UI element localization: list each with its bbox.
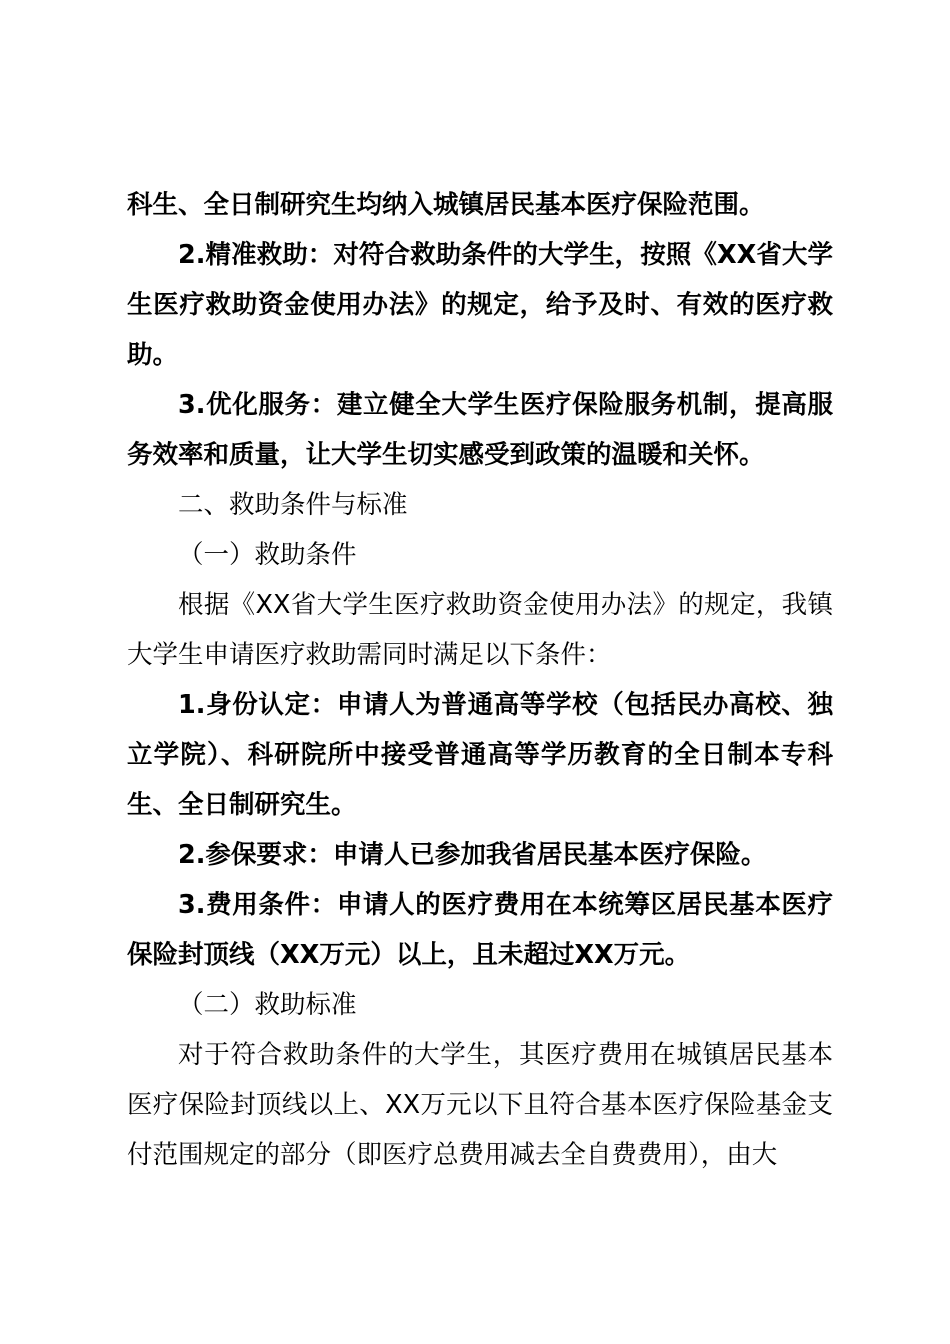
- paragraph-identity: 1.身份认定：申请人为普通高等学校（包括民办高校、独立学院）、科研院所中接受普通高等学历教育的全日制本专科生、全日制研究生。: [127, 690, 833, 820]
- paragraph-coverage-scope: 科生、全日制研究生均纳入城镇居民基本医疗保险范围。: [127, 190, 765, 220]
- document-page: [127, 180, 833, 1180]
- subsection-heading-aid-standards: （二）救助标准: [178, 990, 357, 1020]
- paragraph-insurance-requirement: 2.参保要求：申请人已参加我省居民基本医疗保险。: [178, 840, 767, 870]
- paragraph-conditions-intro: 根据《XX省大学生医疗救助资金使用办法》的规定，我镇大学生申请医疗救助需同时满足以下条件：: [127, 590, 833, 670]
- paragraph-standards-body: 对于符合救助条件的大学生，其医疗费用在城镇居民基本医疗保险封顶线以上、XX万元以下且符合基本医疗保险基金支付范围规定的部分（即医疗总费用减去全自费费用），由大: [127, 1040, 833, 1170]
- paragraph-precise-aid: 2.精准救助：对符合救助条件的大学生，按照《XX省大学生医疗救助资金使用办法》的规定，给予及时、有效的医疗救助。: [127, 240, 833, 370]
- paragraph-cost-condition: 3.费用条件：申请人的医疗费用在本统筹区居民基本医疗保险封顶线（XX万元）以上，且未超过XX万元。: [127, 890, 833, 970]
- paragraph-optimize-service: 3.优化服务：建立健全大学生医疗保险服务机制，提高服务效率和质量，让大学生切实感受到政策的温暖和关怀。: [127, 390, 833, 470]
- section-heading-conditions-standards: 二、救助条件与标准: [178, 490, 408, 520]
- subsection-heading-aid-conditions: （一）救助条件: [178, 540, 357, 570]
